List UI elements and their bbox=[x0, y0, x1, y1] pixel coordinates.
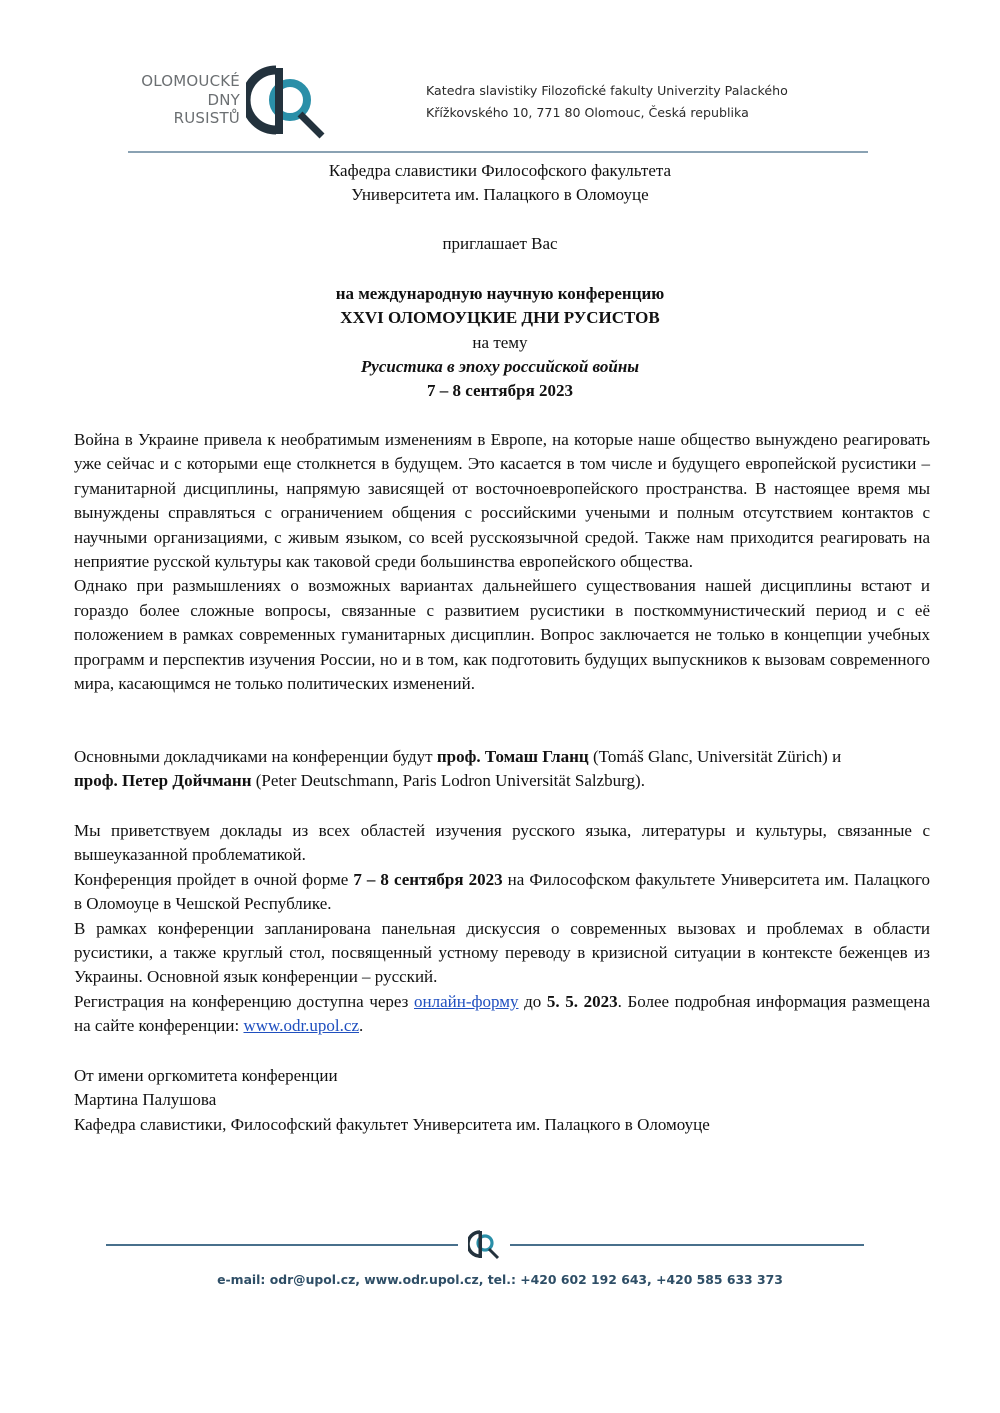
speakers-intro: Основными докладчиками на конференции будут bbox=[74, 747, 437, 766]
footer-divider-right bbox=[510, 1244, 864, 1246]
speaker-1-name: проф. Томаш Гланц bbox=[436, 747, 589, 766]
paragraph-registration bbox=[74, 990, 930, 1039]
signature-department: Кафедра славистики, Философский факультет Университета им. Палацкого в Оломоуце bbox=[74, 1114, 710, 1134]
odr-small-logo-icon bbox=[468, 1230, 500, 1265]
registration-text-b: до bbox=[518, 991, 547, 1011]
logo-wordmark bbox=[138, 72, 240, 128]
conference-website-link[interactable]: www.odr.upol.cz bbox=[243, 1016, 359, 1036]
format-text-b: на Философском факультете Университета им. Палацкого в Оломоуце в Чешской Республике. bbox=[74, 869, 930, 914]
intro-line-1: Кафедра славистики Философского факультета bbox=[328, 161, 672, 180]
conference-topic: Русистика в эпоху российской войны bbox=[360, 357, 640, 376]
registration-text-c: . Более подробная информация размещена на сайте конференции: bbox=[74, 991, 931, 1036]
paragraph-questions: Однако при размышлениях о возможных вариантах дальнейшего существования нашей дисциплины встают и гораздо более сложные вопросы, связанные с развитием русистики в посткоммунистический период и с её положением в рамках современных гуманитарных дисциплин. Вопрос заключается не только в концепции учебных программ и перспектив изучения России, но и в том, как подготовить будущих выпускников к вызовам современного мира, касающимся не только политических изменений. bbox=[74, 576, 930, 694]
footer-contact: e-mail: odr@upol.cz, www.odr.upol.cz, tel.: +420 602 192 643, +420 585 633 373 bbox=[217, 1272, 783, 1287]
format-dates: 7 – 8 сентября 2023 bbox=[353, 869, 503, 889]
conference-dates: 7 – 8 сентября 2023 bbox=[426, 381, 574, 400]
footer-divider-left bbox=[106, 1244, 458, 1246]
speaker-2-name: проф. Петер Дойчманн bbox=[74, 771, 252, 791]
header-divider bbox=[128, 151, 868, 153]
format-text-a: Конференция пройдет в очной форме bbox=[74, 869, 354, 889]
body-text bbox=[74, 428, 930, 696]
signature-name: Мартина Палушова bbox=[74, 1090, 217, 1110]
registration-deadline: 5. 5. 2023 bbox=[546, 991, 618, 1011]
registration-text-d: . bbox=[359, 1016, 364, 1036]
speakers-paragraph bbox=[74, 745, 930, 794]
conference-title: XXVI ОЛОМОУЦКИЕ ДНИ РУСИСТОВ bbox=[340, 308, 660, 327]
logo-line-1: OLOMOUCKÉ bbox=[141, 72, 240, 90]
paragraph-format bbox=[74, 868, 930, 917]
paragraph-welcome: Мы приветствуем доклады из всех областей изучения русского языка, литературы и культуры, связанные с вышеуказанной проблематикой. bbox=[74, 821, 930, 865]
department-address bbox=[426, 80, 788, 124]
speaker-1-affiliation: (Tomáš Glanc, Universität Zürich) и bbox=[588, 747, 842, 766]
speaker-2-affiliation: (Peter Deutschmann, Paris Lodron Universität Salzburg). bbox=[251, 771, 645, 791]
paragraph-war: Война в Украине привела к необратимым изменениям в Европе, на которые наше общество вынуждено реагировать уже сейчас и с которыми еще столкнется в будущем. Это касается в том числе и будущего европейской русистики – гуманитарной дисциплины, напрямую зависящей от восточноевропейского пространства. В настоящее время мы вынуждены справляться с ограничением общения с российскими учеными и полным отсутствием контактов с научными организациями, с живым языком, со всей русскоязычной средой. Также нам приходится реагировать на неприятие русской культуры как таковой среди большинства европейского общества. bbox=[74, 430, 930, 572]
details-text bbox=[74, 819, 930, 1039]
logo-line-2: DNY bbox=[207, 90, 240, 109]
logo-line-3: RUSISTŮ bbox=[173, 109, 240, 127]
paragraph-panel: В рамках конференции запланирована панельная дискуссия о современных вызовах и проблемах в области русистики, а также круглый стол, посвященный устному переводу в кризисной ситуации в контексте беженцев из Украины. Основной язык конференции – русский. bbox=[74, 918, 930, 987]
intro-line-2: Университета им. Палацкого в Оломоуце bbox=[351, 185, 649, 204]
on-topic-line: на тему bbox=[472, 333, 528, 352]
registration-text-a: Регистрация на конференцию доступна через bbox=[74, 991, 414, 1011]
invites-line: приглашает Вас bbox=[442, 234, 558, 253]
online-form-link[interactable]: онлайн-форму bbox=[414, 991, 519, 1011]
conference-intro-line: на международную научную конференцию bbox=[335, 284, 665, 303]
department-name: Katedra slavistiky Filozofické fakulty Univerzity Palackého bbox=[426, 83, 788, 98]
department-address-line: Křížkovského 10, 771 80 Olomouc, Česká republika bbox=[426, 105, 749, 120]
signature-line-1: От имени оргкомитета конференции bbox=[74, 1066, 338, 1085]
signature-block bbox=[74, 1064, 930, 1137]
odr-logo-icon bbox=[246, 64, 330, 145]
